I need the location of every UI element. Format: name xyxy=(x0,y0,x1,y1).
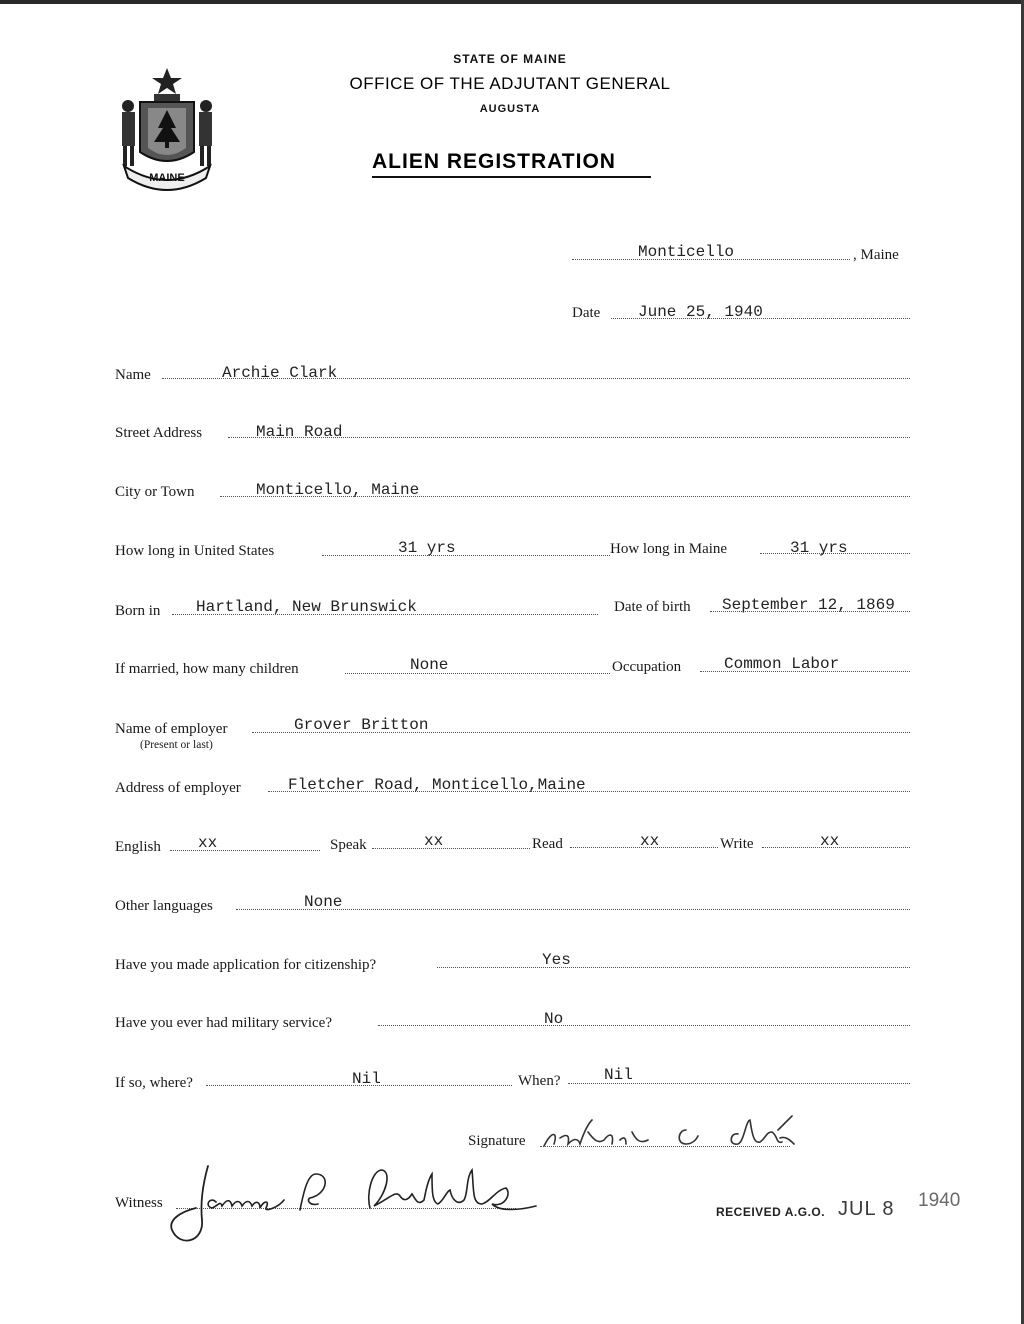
town-value: Monticello xyxy=(638,243,735,261)
how-long-us-label: How long in United States xyxy=(115,543,275,559)
how-long-maine-label: How long in Maine xyxy=(610,541,728,557)
title-underline xyxy=(372,176,651,178)
english-label: English xyxy=(115,839,161,855)
how-long-maine-value: 31 yrs xyxy=(790,539,848,557)
employer-name-label: Name of employer xyxy=(115,721,228,737)
header-city: AUGUSTA xyxy=(479,103,541,115)
city-or-town-value: Monticello, Maine xyxy=(256,481,420,499)
other-languages-value: None xyxy=(304,893,343,911)
stamp-received-text: RECEIVED A.G.O. xyxy=(716,1205,826,1219)
name-value: Archie Clark xyxy=(222,364,338,382)
speak-dotted-line xyxy=(372,848,530,849)
stamp-year: 1940 xyxy=(918,1190,961,1211)
military-value: No xyxy=(544,1010,564,1028)
write-label: Write xyxy=(720,836,754,852)
employer-name-sublabel: (Present or last) xyxy=(140,739,213,751)
form-title: ALIEN REGISTRATION xyxy=(372,150,616,173)
where-value: Nil xyxy=(352,1070,381,1088)
applicant-signature xyxy=(540,1110,800,1160)
when-value: Nil xyxy=(604,1066,633,1084)
received-stamp xyxy=(716,1190,966,1230)
english-dotted-line xyxy=(170,850,320,851)
town-state-label: , Maine xyxy=(853,247,899,263)
occupation-value: Common Labor xyxy=(724,655,840,673)
citizenship-label: Have you made application for citizenship? xyxy=(115,957,377,973)
children-dotted-line xyxy=(345,673,610,674)
citizenship-value: Yes xyxy=(542,951,571,969)
write-value: xx xyxy=(820,832,840,850)
date-value: June 25, 1940 xyxy=(638,303,763,321)
speak-value: xx xyxy=(424,832,444,850)
children-value: None xyxy=(410,656,449,674)
military-dotted-line xyxy=(378,1025,910,1026)
date-of-birth-value: September 12, 1869 xyxy=(722,596,895,614)
read-value: xx xyxy=(640,832,660,850)
maine-state-seal xyxy=(110,66,224,192)
speak-label: Speak xyxy=(330,837,367,853)
header-office: OFFICE OF THE ADJUTANT GENERAL xyxy=(349,74,671,93)
born-in-value: Hartland, New Brunswick xyxy=(196,598,417,616)
born-in-label: Born in xyxy=(115,603,161,619)
employer-name-value: Grover Britton xyxy=(294,716,429,734)
scan-border-top xyxy=(0,0,1024,4)
date-of-birth-label: Date of birth xyxy=(614,599,691,615)
witness-label: Witness xyxy=(115,1195,163,1211)
city-or-town-label: City or Town xyxy=(115,484,195,500)
seal-banner-text: MAINE xyxy=(149,172,185,184)
header-state: STATE OF MAINE xyxy=(453,52,567,66)
street-address-label: Street Address xyxy=(115,425,203,441)
english-value: xx xyxy=(198,834,218,852)
employer-address-value: Fletcher Road, Monticello,Maine xyxy=(288,776,586,794)
witness-signature xyxy=(160,1150,560,1250)
signature-label: Signature xyxy=(468,1133,526,1149)
when-label: When? xyxy=(518,1073,561,1089)
how-long-us-dotted-line xyxy=(322,555,610,556)
date-label: Date xyxy=(572,305,601,321)
name-label: Name xyxy=(115,367,151,383)
employer-address-label: Address of employer xyxy=(115,780,241,796)
occupation-label: Occupation xyxy=(612,659,682,675)
how-long-us-value: 31 yrs xyxy=(398,539,456,557)
where-label: If so, where? xyxy=(115,1075,193,1091)
citizenship-dotted-line xyxy=(437,967,910,968)
read-label: Read xyxy=(532,836,563,852)
military-label: Have you ever had military service? xyxy=(115,1015,332,1031)
other-languages-label: Other languages xyxy=(115,898,213,914)
children-label: If married, how many children xyxy=(115,661,299,677)
stamp-date: JUL 8 xyxy=(838,1198,895,1220)
street-address-value: Main Road xyxy=(256,423,343,441)
